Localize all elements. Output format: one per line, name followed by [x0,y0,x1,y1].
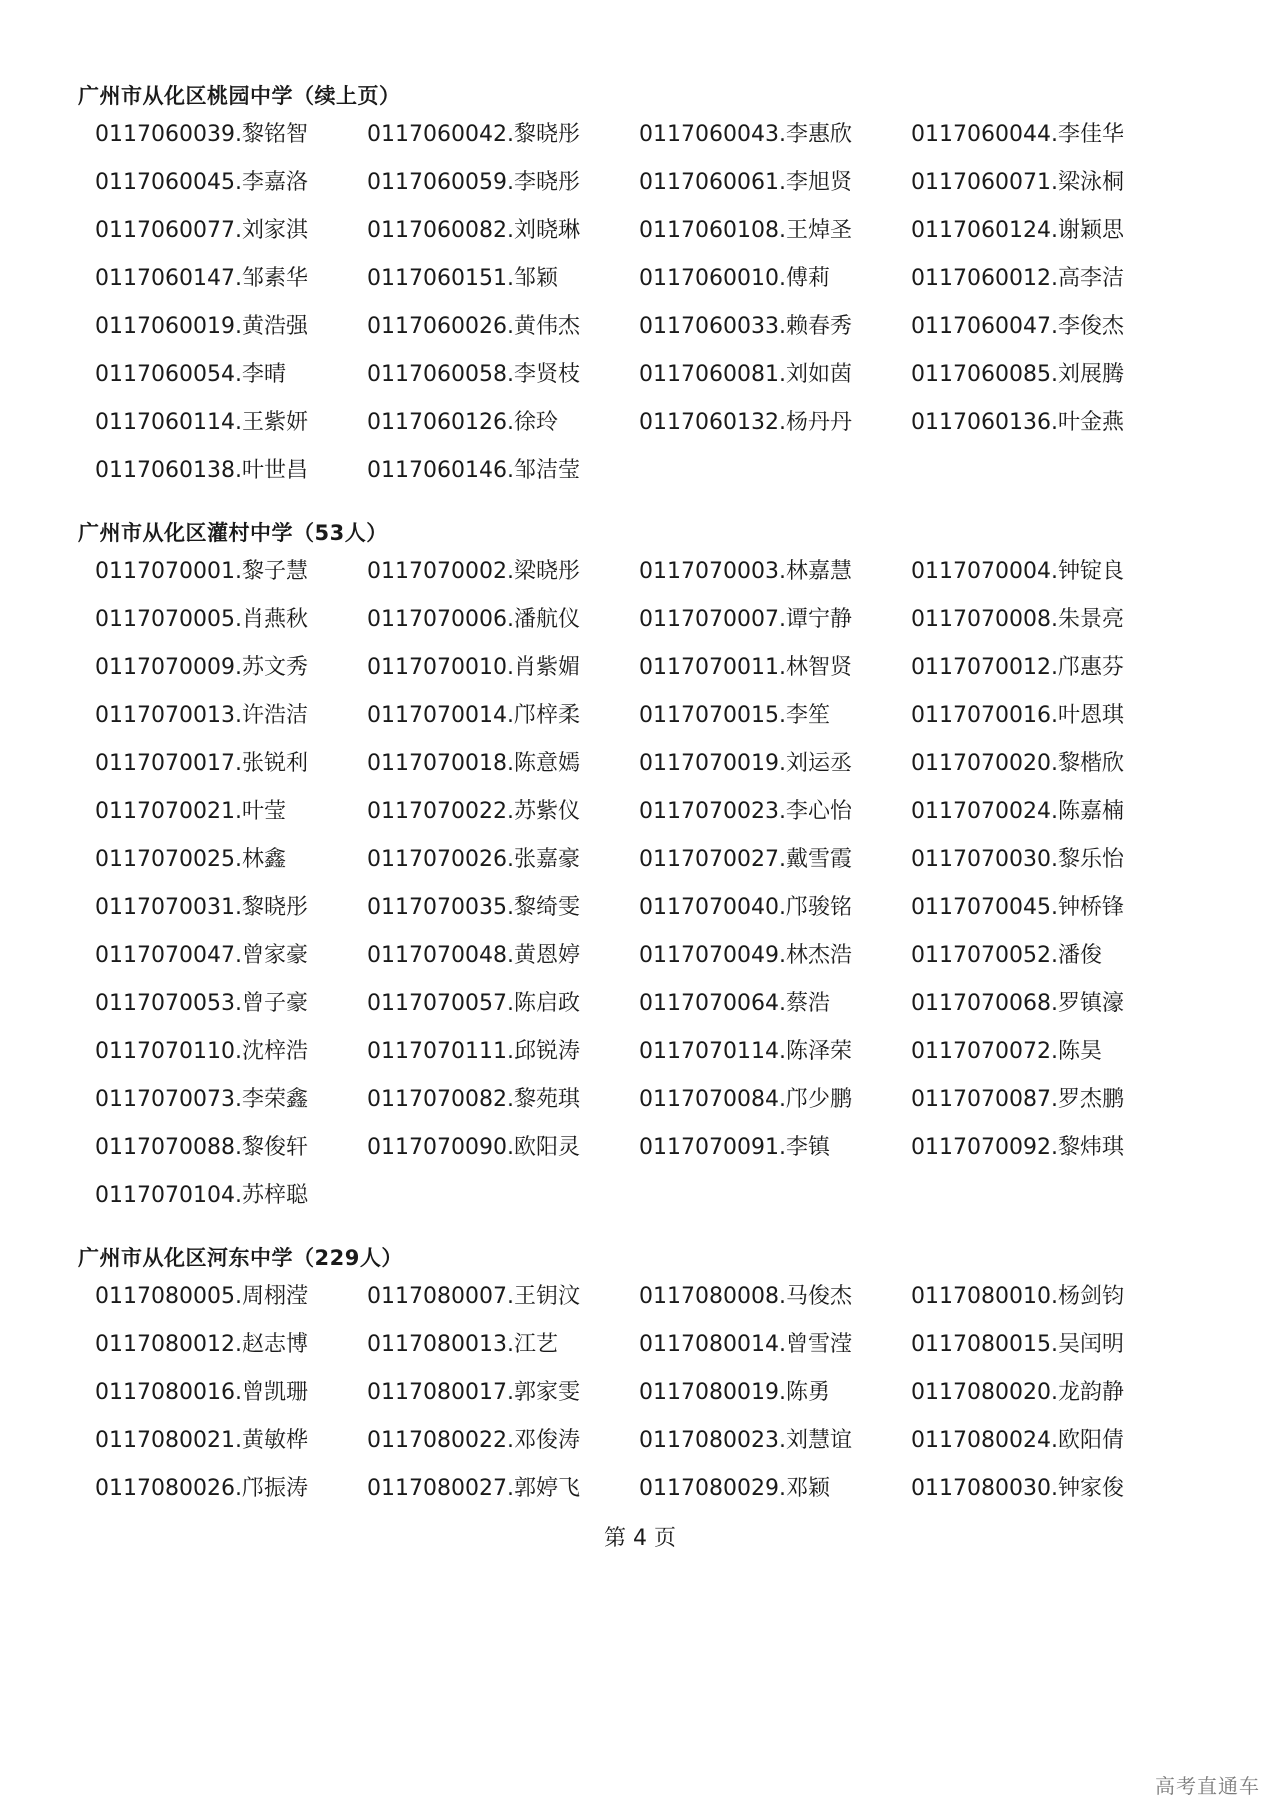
student-list [95,121,1138,505]
student-entry: 0117080029.邓颖 [639,1476,830,1501]
student-list [95,1283,1138,1523]
student-entry: 0117080007.王钥汶 [367,1284,580,1309]
student-entry: 0117070073.李荣鑫 [95,1087,308,1112]
student-entry: 0117070002.梁晓彤 [367,559,580,584]
student-entry: 0117070025.林鑫 [95,847,286,872]
student-entry: 0117080013.江艺 [367,1332,558,1357]
student-entry: 0117060136.叶金燕 [911,410,1124,435]
student-entry: 0117070010.肖紫媚 [367,655,580,680]
student-entry: 0117080008.马俊杰 [639,1284,852,1309]
student-entry: 0117070008.朱景亮 [911,607,1124,632]
student-entry: 0117070030.黎乐怡 [911,847,1124,872]
student-entry: 0117070014.邝梓柔 [367,703,580,728]
student-entry: 0117070049.林杰浩 [639,943,852,968]
student-entry: 0117070040.邝骏铭 [639,895,852,920]
student-entry: 0117070016.叶恩琪 [911,703,1124,728]
student-entry: 0117070031.黎晓彤 [95,895,308,920]
student-entry: 0117070007.谭宁静 [639,607,852,632]
student-entry: 0117060019.黄浩强 [95,314,308,339]
student-entry: 0117070023.李心怡 [639,799,852,824]
page-number: 第 4 页 [604,1526,676,1551]
school-section-guancun [78,516,1138,1230]
student-entry: 0117070048.黄恩婷 [367,943,580,968]
student-entry: 0117080017.郭家雯 [367,1380,580,1405]
student-entry: 0117070111.邱锐涛 [367,1039,580,1064]
student-entry: 0117070013.许浩洁 [95,703,308,728]
student-entry: 0117060132.杨丹丹 [639,410,852,435]
student-entry: 0117080024.欧阳倩 [911,1428,1124,1453]
student-entry: 0117060045.李嘉洛 [95,170,308,195]
student-entry: 0117060081.刘如茵 [639,362,852,387]
student-entry: 0117070006.潘航仪 [367,607,580,632]
student-entry: 0117070024.陈嘉楠 [911,799,1124,824]
student-entry: 0117070019.刘运丞 [639,751,852,776]
section-title: 广州市从化区桃园中学（续上页） [78,84,401,108]
student-entry: 0117060044.李佳华 [911,122,1124,147]
student-entry: 0117060061.李旭贤 [639,170,852,195]
student-entry: 0117070026.张嘉豪 [367,847,580,872]
student-entry: 0117070005.肖燕秋 [95,607,308,632]
section-title: 广州市从化区灌村中学（53人） [78,521,388,545]
student-entry: 0117060026.黄伟杰 [367,314,580,339]
student-entry: 0117060058.李贤枝 [367,362,580,387]
student-entry: 0117070045.钟桥锋 [911,895,1124,920]
school-section-taoyuan [78,79,1138,505]
student-entry: 0117070022.苏紫仪 [367,799,580,824]
watermark: 高考直通车 [1155,1774,1260,1798]
student-entry: 0117060108.王焯圣 [639,218,852,243]
student-entry: 0117070047.曾家豪 [95,943,308,968]
student-entry: 0117060033.赖春秀 [639,314,852,339]
student-entry: 0117080019.陈勇 [639,1380,830,1405]
student-entry: 0117060126.徐玲 [367,410,558,435]
student-entry: 0117060077.刘家淇 [95,218,308,243]
student-entry: 0117060043.李惠欣 [639,122,852,147]
student-entry: 0117080030.钟家俊 [911,1476,1124,1501]
student-entry: 0117080020.龙韵静 [911,1380,1124,1405]
student-list [95,558,1138,1230]
student-entry: 0117070001.黎子慧 [95,559,308,584]
student-entry: 0117060042.黎晓彤 [367,122,580,147]
student-entry: 0117070091.李镇 [639,1135,830,1160]
student-entry: 0117060085.刘展腾 [911,362,1124,387]
student-entry: 0117070003.林嘉慧 [639,559,852,584]
student-entry: 0117070027.戴雪霞 [639,847,852,872]
student-entry: 0117070017.张锐利 [95,751,308,776]
student-entry: 0117080027.郭婷飞 [367,1476,580,1501]
student-entry: 0117070021.叶莹 [95,799,286,824]
student-entry: 0117070004.钟锭良 [911,559,1124,584]
student-entry: 0117060138.叶世昌 [95,458,308,483]
section-title: 广州市从化区河东中学（229人） [78,1246,403,1270]
student-entry: 0117070012.邝惠芬 [911,655,1124,680]
student-entry: 0117070057.陈启政 [367,991,580,1016]
student-entry: 0117070114.陈泽荣 [639,1039,852,1064]
student-entry: 0117060146.邹洁莹 [367,458,580,483]
student-entry: 0117080022.邓俊涛 [367,1428,580,1453]
student-entry: 0117070090.欧阳灵 [367,1135,580,1160]
student-entry: 0117060054.李晴 [95,362,286,387]
student-entry: 0117070015.李笙 [639,703,830,728]
student-entry: 0117070068.罗镇濠 [911,991,1124,1016]
student-entry: 0117080005.周栩滢 [95,1284,308,1309]
student-entry: 0117070104.苏梓聪 [95,1183,308,1208]
student-entry: 0117070088.黎俊轩 [95,1135,308,1160]
student-entry: 0117060039.黎铭智 [95,122,308,147]
student-entry: 0117070053.曾子豪 [95,991,308,1016]
student-entry: 0117060059.李晓彤 [367,170,580,195]
student-entry: 0117070110.沈梓浩 [95,1039,308,1064]
student-entry: 0117080015.吴闰明 [911,1332,1124,1357]
student-entry: 0117080014.曾雪滢 [639,1332,852,1357]
student-entry: 0117080016.曾凯珊 [95,1380,308,1405]
student-entry: 0117060047.李俊杰 [911,314,1124,339]
student-entry: 0117070052.潘俊 [911,943,1102,968]
student-entry: 0117070064.蔡浩 [639,991,830,1016]
student-entry: 0117080010.杨剑钧 [911,1284,1124,1309]
student-entry: 0117080021.黄敏桦 [95,1428,308,1453]
student-entry: 0117060010.傅莉 [639,266,830,291]
student-entry: 0117070072.陈昊 [911,1039,1102,1064]
student-entry: 0117070035.黎绮雯 [367,895,580,920]
student-entry: 0117060071.梁泳桐 [911,170,1124,195]
student-entry: 0117060147.邹素华 [95,266,308,291]
student-entry: 0117070087.罗杰鹏 [911,1087,1124,1112]
student-entry: 0117080023.刘慧谊 [639,1428,852,1453]
student-entry: 0117060114.王紫妍 [95,410,308,435]
student-entry: 0117060151.邹颖 [367,266,558,291]
student-entry: 0117060082.刘晓琳 [367,218,580,243]
student-entry: 0117070084.邝少鹏 [639,1087,852,1112]
student-entry: 0117070011.林智贤 [639,655,852,680]
student-entry: 0117070092.黎炜琪 [911,1135,1124,1160]
student-entry: 0117060012.高李洁 [911,266,1124,291]
student-entry: 0117080012.赵志博 [95,1332,308,1357]
student-entry: 0117070020.黎楷欣 [911,751,1124,776]
student-entry: 0117070082.黎苑琪 [367,1087,580,1112]
student-entry: 0117080026.邝振涛 [95,1476,308,1501]
student-entry: 0117060124.谢颖思 [911,218,1124,243]
student-entry: 0117070009.苏文秀 [95,655,308,680]
student-entry: 0117070018.陈意嫣 [367,751,580,776]
school-section-hedong [78,1241,1138,1523]
